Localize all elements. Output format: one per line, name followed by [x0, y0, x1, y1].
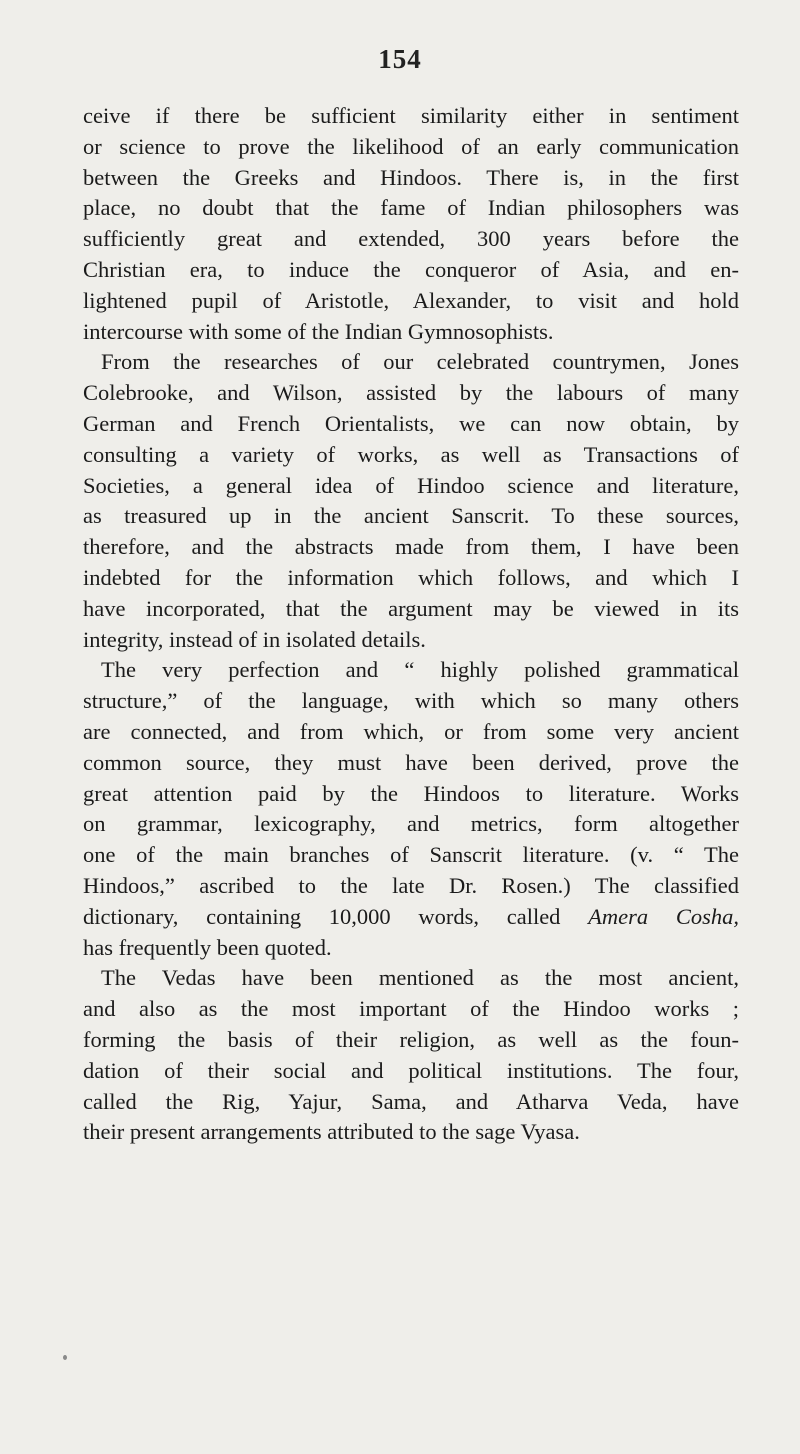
text-line: therefore, and the abstracts made from them, I have been	[83, 534, 739, 560]
italic-title: Amera Cosha,	[588, 903, 739, 929]
text-fragment: dictionary, containing 10,000 words, called	[83, 903, 589, 929]
text-line: ceive if there be sufficient similarity either in sentiment	[83, 103, 739, 128]
page-number: 154	[378, 44, 422, 74]
paragraph-3	[83, 655, 739, 963]
text-line: Hindoos,” ascribed to the late Dr. Rosen.) The classified	[83, 872, 739, 898]
text-line: as treasured up in the ancient Sanscrit. To these sources,	[83, 503, 739, 529]
text-line: are connected, and from which, or from some very ancient	[83, 718, 739, 744]
text-line: indebted for the information which follows, and which I	[83, 564, 739, 590]
text-line: Colebrooke, and Wilson, assisted by the labours of many	[83, 380, 739, 406]
text-line: Societies, a general idea of Hindoo science and literature,	[83, 472, 739, 498]
paragraph-1	[83, 101, 739, 347]
text-line: has frequently been quoted.	[83, 934, 332, 960]
paragraph-4	[83, 963, 739, 1148]
body-text	[83, 101, 739, 1148]
text-line: lightened pupil of Aristotle, Alexander, to visit and hold	[83, 287, 739, 313]
text-line: dation of their social and political institutions. The four,	[83, 1057, 739, 1083]
text-line-with-italic	[83, 902, 739, 933]
text-line: place, no doubt that the fame of Indian philosophers was	[83, 195, 739, 221]
text-line: structure,” of the language, with which so many others	[83, 688, 739, 714]
text-line: forming the basis of their religion, as well as the foun-	[83, 1026, 739, 1052]
text-line: on grammar, lexicography, and metrics, form altogether	[83, 811, 739, 837]
text-line: consulting a variety of works, as well as Transactions of	[83, 441, 739, 467]
text-line: have incorporated, that the argument may be viewed in its	[83, 595, 739, 621]
text-line: between the Greeks and Hindoos. There is, in the first	[83, 164, 739, 190]
text-line: The Vedas have been mentioned as the most ancient,	[101, 965, 739, 991]
text-line: Christian era, to induce the conqueror of Asia, and en-	[83, 256, 739, 282]
text-line: great attention paid by the Hindoos to literature. Works	[83, 780, 739, 806]
print-speck	[63, 1355, 67, 1360]
text-line: From the researches of our celebrated countrymen, Jones	[101, 349, 739, 375]
text-line: sufficiently great and extended, 300 years before the	[83, 226, 739, 252]
paragraph-2	[83, 347, 739, 655]
text-line: German and French Orientalists, we can now obtain, by	[83, 410, 739, 436]
text-line: called the Rig, Yajur, Sama, and Atharva Veda, have	[83, 1088, 739, 1114]
text-line: their present arrangements attributed to the sage Vyasa.	[83, 1119, 580, 1145]
text-line: The very perfection and “ highly polished grammatical	[101, 657, 739, 683]
text-line: integrity, instead of in isolated details.	[83, 626, 426, 652]
text-line: or science to prove the likelihood of an early communication	[83, 133, 739, 159]
text-line: and also as the most important of the Hindoo works ;	[83, 996, 739, 1022]
text-line: one of the main branches of Sanscrit literature. (v. “ The	[83, 842, 739, 868]
text-line: common source, they must have been derived, prove the	[83, 749, 739, 775]
text-line: intercourse with some of the Indian Gymnosophists.	[83, 318, 554, 344]
